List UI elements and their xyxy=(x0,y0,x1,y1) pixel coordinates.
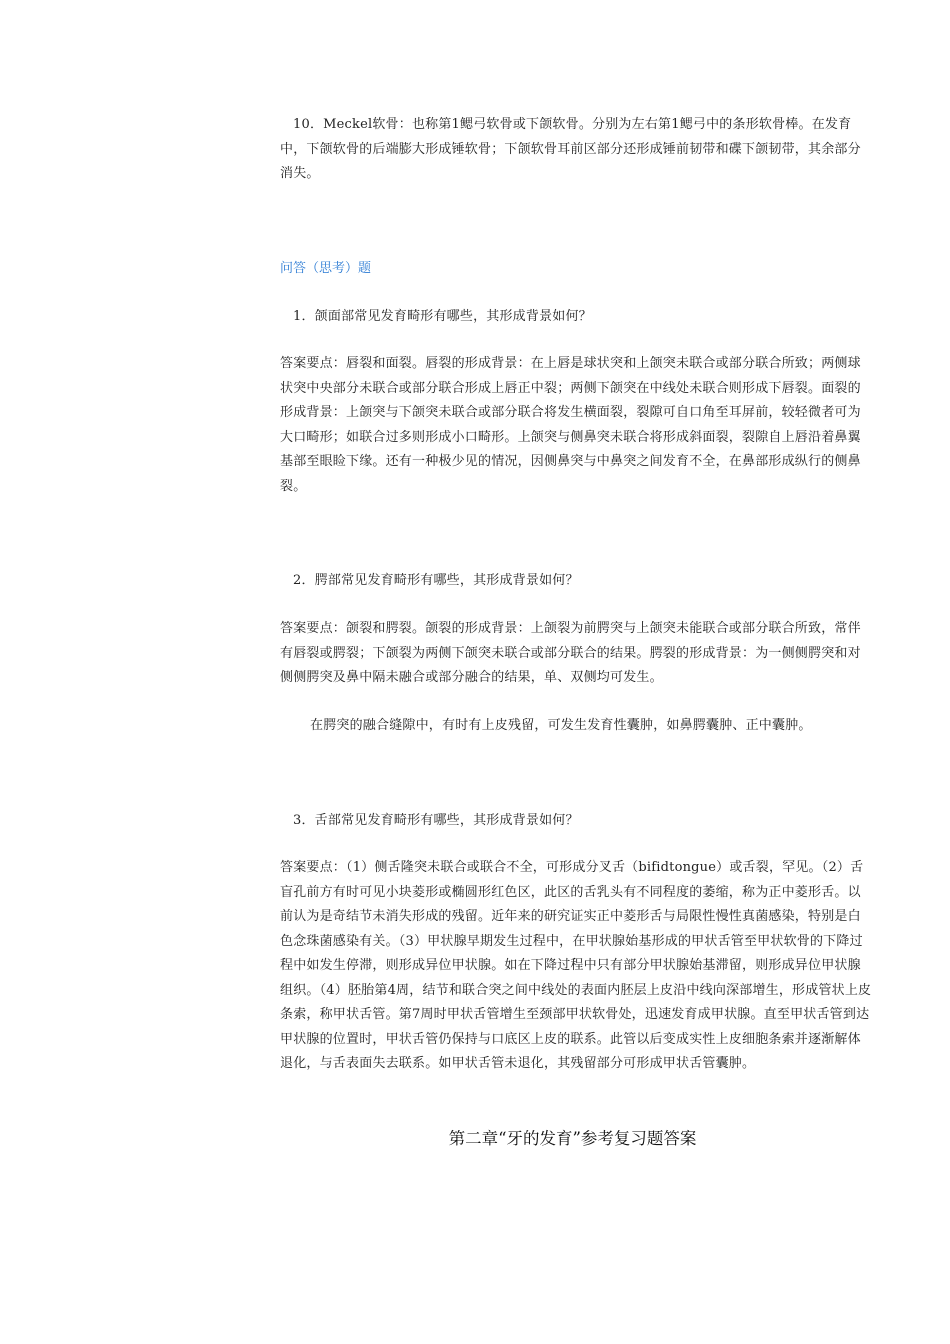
answer-3: 答案要点：（1）侧舌隆突未联合或联合不全，可形成分叉舌（bifidtongue）或舌裂，罕见。（2）舌盲孔前方有时可见小块菱形或椭圆形红色区，此区的舌乳头有不同程度的萎缩，称为正中菱形舌。以前认为是奇结节未消失形成的残留。近年来的研究证实正中菱形舌与局限性慢性真菌感染，特别是白色念珠菌感染有关。（3）甲状腺早期发生过程中，在甲状腺始基形成的甲状舌管至甲状软骨的下降过程中如发生停滞，则形成异位甲状腺。如在下降过程中只有部分甲状腺始基滞留，则形成异位甲状腺组织。（4）胚胎第4周，结节和联合突之间中线处的表面内胚层上皮沿中线向深部增生，形成管状上皮条索，称甲状舌管。第7周时甲状舌管增生至颈部甲状软骨处，迅速发育成甲状腺。直至甲状舌管到达甲状腺的位置时，甲状舌管仍保持与口底区上皮的联系。此管以后变成实性上皮细胞条索并逐渐解体退化，与舌表面失去联系。如甲状舌管未退化，其残留部分可形成甲状舌管囊肿。 xyxy=(280,860,872,1071)
answer-2-supplement: 在腭突的融合缝隙中，有时有上皮残留，可发生发育性囊肿，如鼻腭囊肿、正中囊肿。 xyxy=(310,718,812,733)
chapter-title: 第二章“牙的发育”参考复习题答案 xyxy=(448,1129,697,1148)
question-3: 3．舌部常见发育畸形有哪些，其形成背景如何？ xyxy=(293,813,579,828)
section-heading: 问答（思考）题 xyxy=(280,261,372,276)
answer-1: 答案要点：唇裂和面裂。唇裂的形成背景：在上唇是球状突和上颌突未联合或部分联合所致；两侧球状突中央部分未联合或部分联合形成上唇正中裂；两侧下颌突在中线处未联合则形成下唇裂。面裂的形成背景：上颌突与下颌突未联合或部分联合将发生横面裂，裂隙可自口角至耳屏前，较轻微者可为大口畸形；如联合过多则形成小口畸形。上颌突与侧鼻突未联合将形成斜面裂，裂隙自上唇沿着鼻翼基部至眼睑下缘。还有一种极少见的情况，因侧鼻突与中鼻突之间发育不全，在鼻部形成纵行的侧鼻裂。 xyxy=(280,356,861,494)
answer-2: 答案要点：颌裂和腭裂。颌裂的形成背景：上颌裂为前腭突与上颌突未能联合或部分联合所致，常伴有唇裂或腭裂；下颌裂为两侧下颌突未联合或部分联合的结果。腭裂的形成背景：为一侧侧腭突和对侧侧腭突及鼻中隔未融合或部分融合的结果，单、双侧均可发生。 xyxy=(280,621,861,685)
definition-item-10: 10．Meckel软骨：也称第1鳃弓软骨或下颌软骨。分别为左右第1鳃弓中的条形软骨棒。在发育中，下颌软骨的后端膨大形成锤软骨；下颌软骨耳前区部分还形成锤前韧带和碟下颌韧带，其余部分消失。 xyxy=(280,117,861,181)
question-1: 1．颌面部常见发育畸形有哪些，其形成背景如何？ xyxy=(293,309,592,324)
question-2: 2．腭部常见发育畸形有哪些，其形成背景如何？ xyxy=(293,573,579,588)
